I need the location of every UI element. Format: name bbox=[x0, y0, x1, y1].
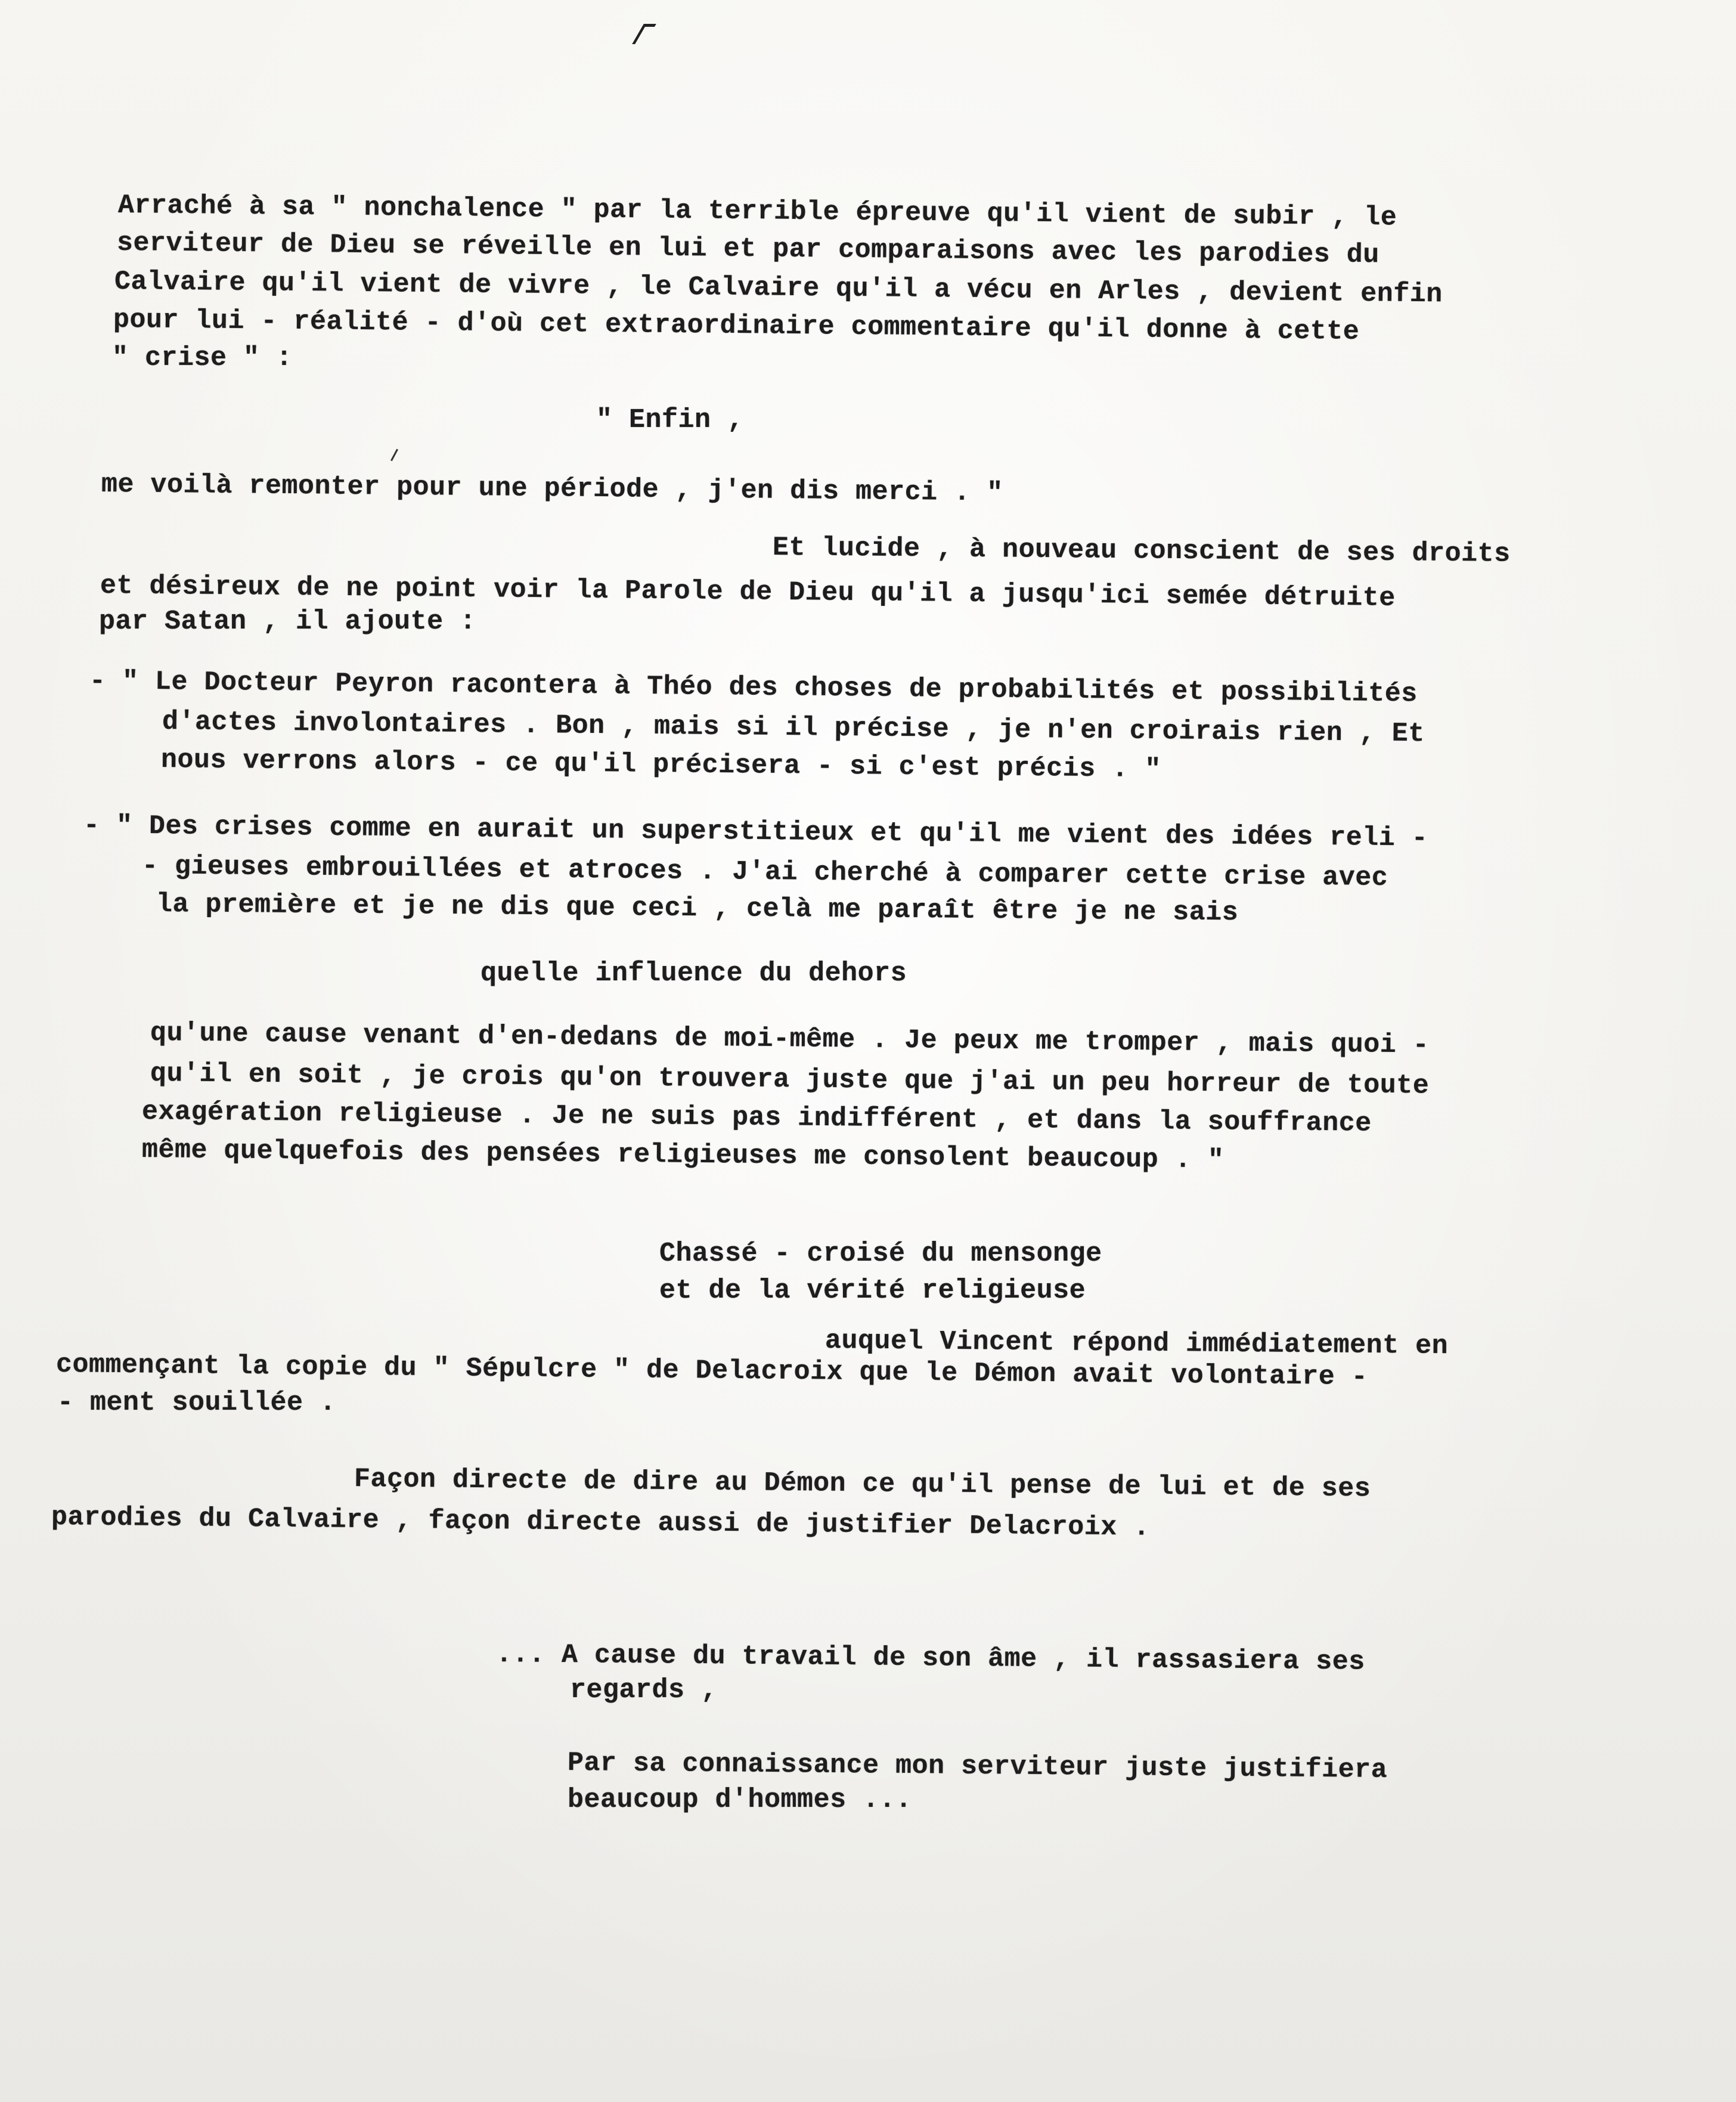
bullet-1-line-2: d'actes involontaires . Bon , mais si il précise , je n'en croirais rien , Et bbox=[162, 707, 1425, 750]
citation-2-line-1: Par sa connaissance mon serviteur juste justifiera bbox=[567, 1748, 1388, 1785]
paragraph-1-line-2: serviteur de Dieu se réveille en lui et par comparaisons avec les parodies du bbox=[116, 228, 1380, 271]
paragraph-1-line-4: pour lui - réalité - d'où cet extraordinaire commentaire qu'il donne à cette bbox=[113, 305, 1360, 348]
paragraph-1-line-3: Calvaire qu'il vient de vivre , le Calvaire qu'il a vécu en Arles , devient enfin bbox=[114, 267, 1443, 310]
bullet-2-center-line: quelle influence du dehors bbox=[480, 958, 907, 989]
chasse-croise-line-2: et de la vérité religieuse bbox=[659, 1276, 1086, 1306]
bullet-1-line-1: - " Le Docteur Peyron racontera à Théo des choses de probabilités et possibilités bbox=[89, 666, 1418, 710]
paragraph-3-line-1: auquel Vincent répond immédiatement en bbox=[824, 1326, 1449, 1362]
bullet-2-line-3: la première et je ne dis que ceci , celà me paraît être je ne sais bbox=[156, 889, 1239, 928]
chasse-croise-line-1: Chassé - croisé du mensonge bbox=[659, 1239, 1102, 1269]
paragraph-3-line-3: - ment souillée . bbox=[57, 1388, 336, 1418]
paragraph-2-line-3: par Satan , il ajoute : bbox=[99, 606, 476, 637]
bullet-2-cont-line-1: qu'une cause venant d'en-dedans de moi-même . Je peux me tromper , mais quoi - bbox=[150, 1018, 1430, 1061]
paragraph-1-line-5: " crise " : bbox=[112, 343, 293, 373]
bullet-2-cont-line-3: exagération religieuse . Je ne suis pas indifférent , et dans la souffrance bbox=[141, 1097, 1372, 1139]
paragraph-4-line-2: parodies du Calvaire , façon directe aussi de justifier Delacroix . bbox=[51, 1502, 1150, 1543]
paragraph-3-line-2: commençant la copie du " Sépulcre " de Delacroix que le Démon avait volontaire - bbox=[55, 1349, 1368, 1393]
citation-1-line-1: ... A cause du travail de son âme , il rassasiera ses bbox=[495, 1639, 1365, 1677]
bullet-2-line-1: - " Des crises comme en aurait un superstitieux et qu'il me vient des idées reli - bbox=[83, 810, 1428, 854]
paragraph-2-line-2: et désireux de ne point voir la Parole de Dieu qu'il a jusqu'ici semée détruite bbox=[100, 571, 1396, 614]
bullet-2-cont-line-2: qu'il en soit , je crois qu'on trouvera juste que j'ai un peu horreur de toute bbox=[150, 1058, 1430, 1101]
bullet-2-line-2: - gieuses embrouillées et atroces . J'ai cherché à comparer cette crise avec bbox=[141, 851, 1388, 894]
bullet-1-line-3: nous verrons alors - ce qu'il précisera - si c'est précis . " bbox=[160, 745, 1161, 785]
paragraph-1-line-1: Arraché à sa " nonchalence " par la terrible épreuve qu'il vient de subir , le bbox=[117, 190, 1397, 233]
handwritten-accent-mark bbox=[390, 449, 398, 462]
paragraph-2-line-1: Et lucide , à nouveau conscient de ses droits bbox=[772, 533, 1511, 569]
quote-enfin: " Enfin , bbox=[596, 405, 744, 435]
bullet-2-cont-line-4: même quelquefois des pensées religieuses me consolent beaucoup . " bbox=[141, 1135, 1224, 1176]
citation-2-line-2: beaucoup d'hommes ... bbox=[568, 1785, 912, 1815]
top-pen-mark bbox=[632, 24, 655, 44]
quote-remonter: me voilà remonter pour une période , j'en dis merci . " bbox=[101, 469, 1003, 509]
paragraph-4-line-1: Façon directe de dire au Démon ce qu'il pense de lui et de ses bbox=[354, 1464, 1371, 1504]
citation-1-line-2: regards , bbox=[570, 1675, 718, 1705]
